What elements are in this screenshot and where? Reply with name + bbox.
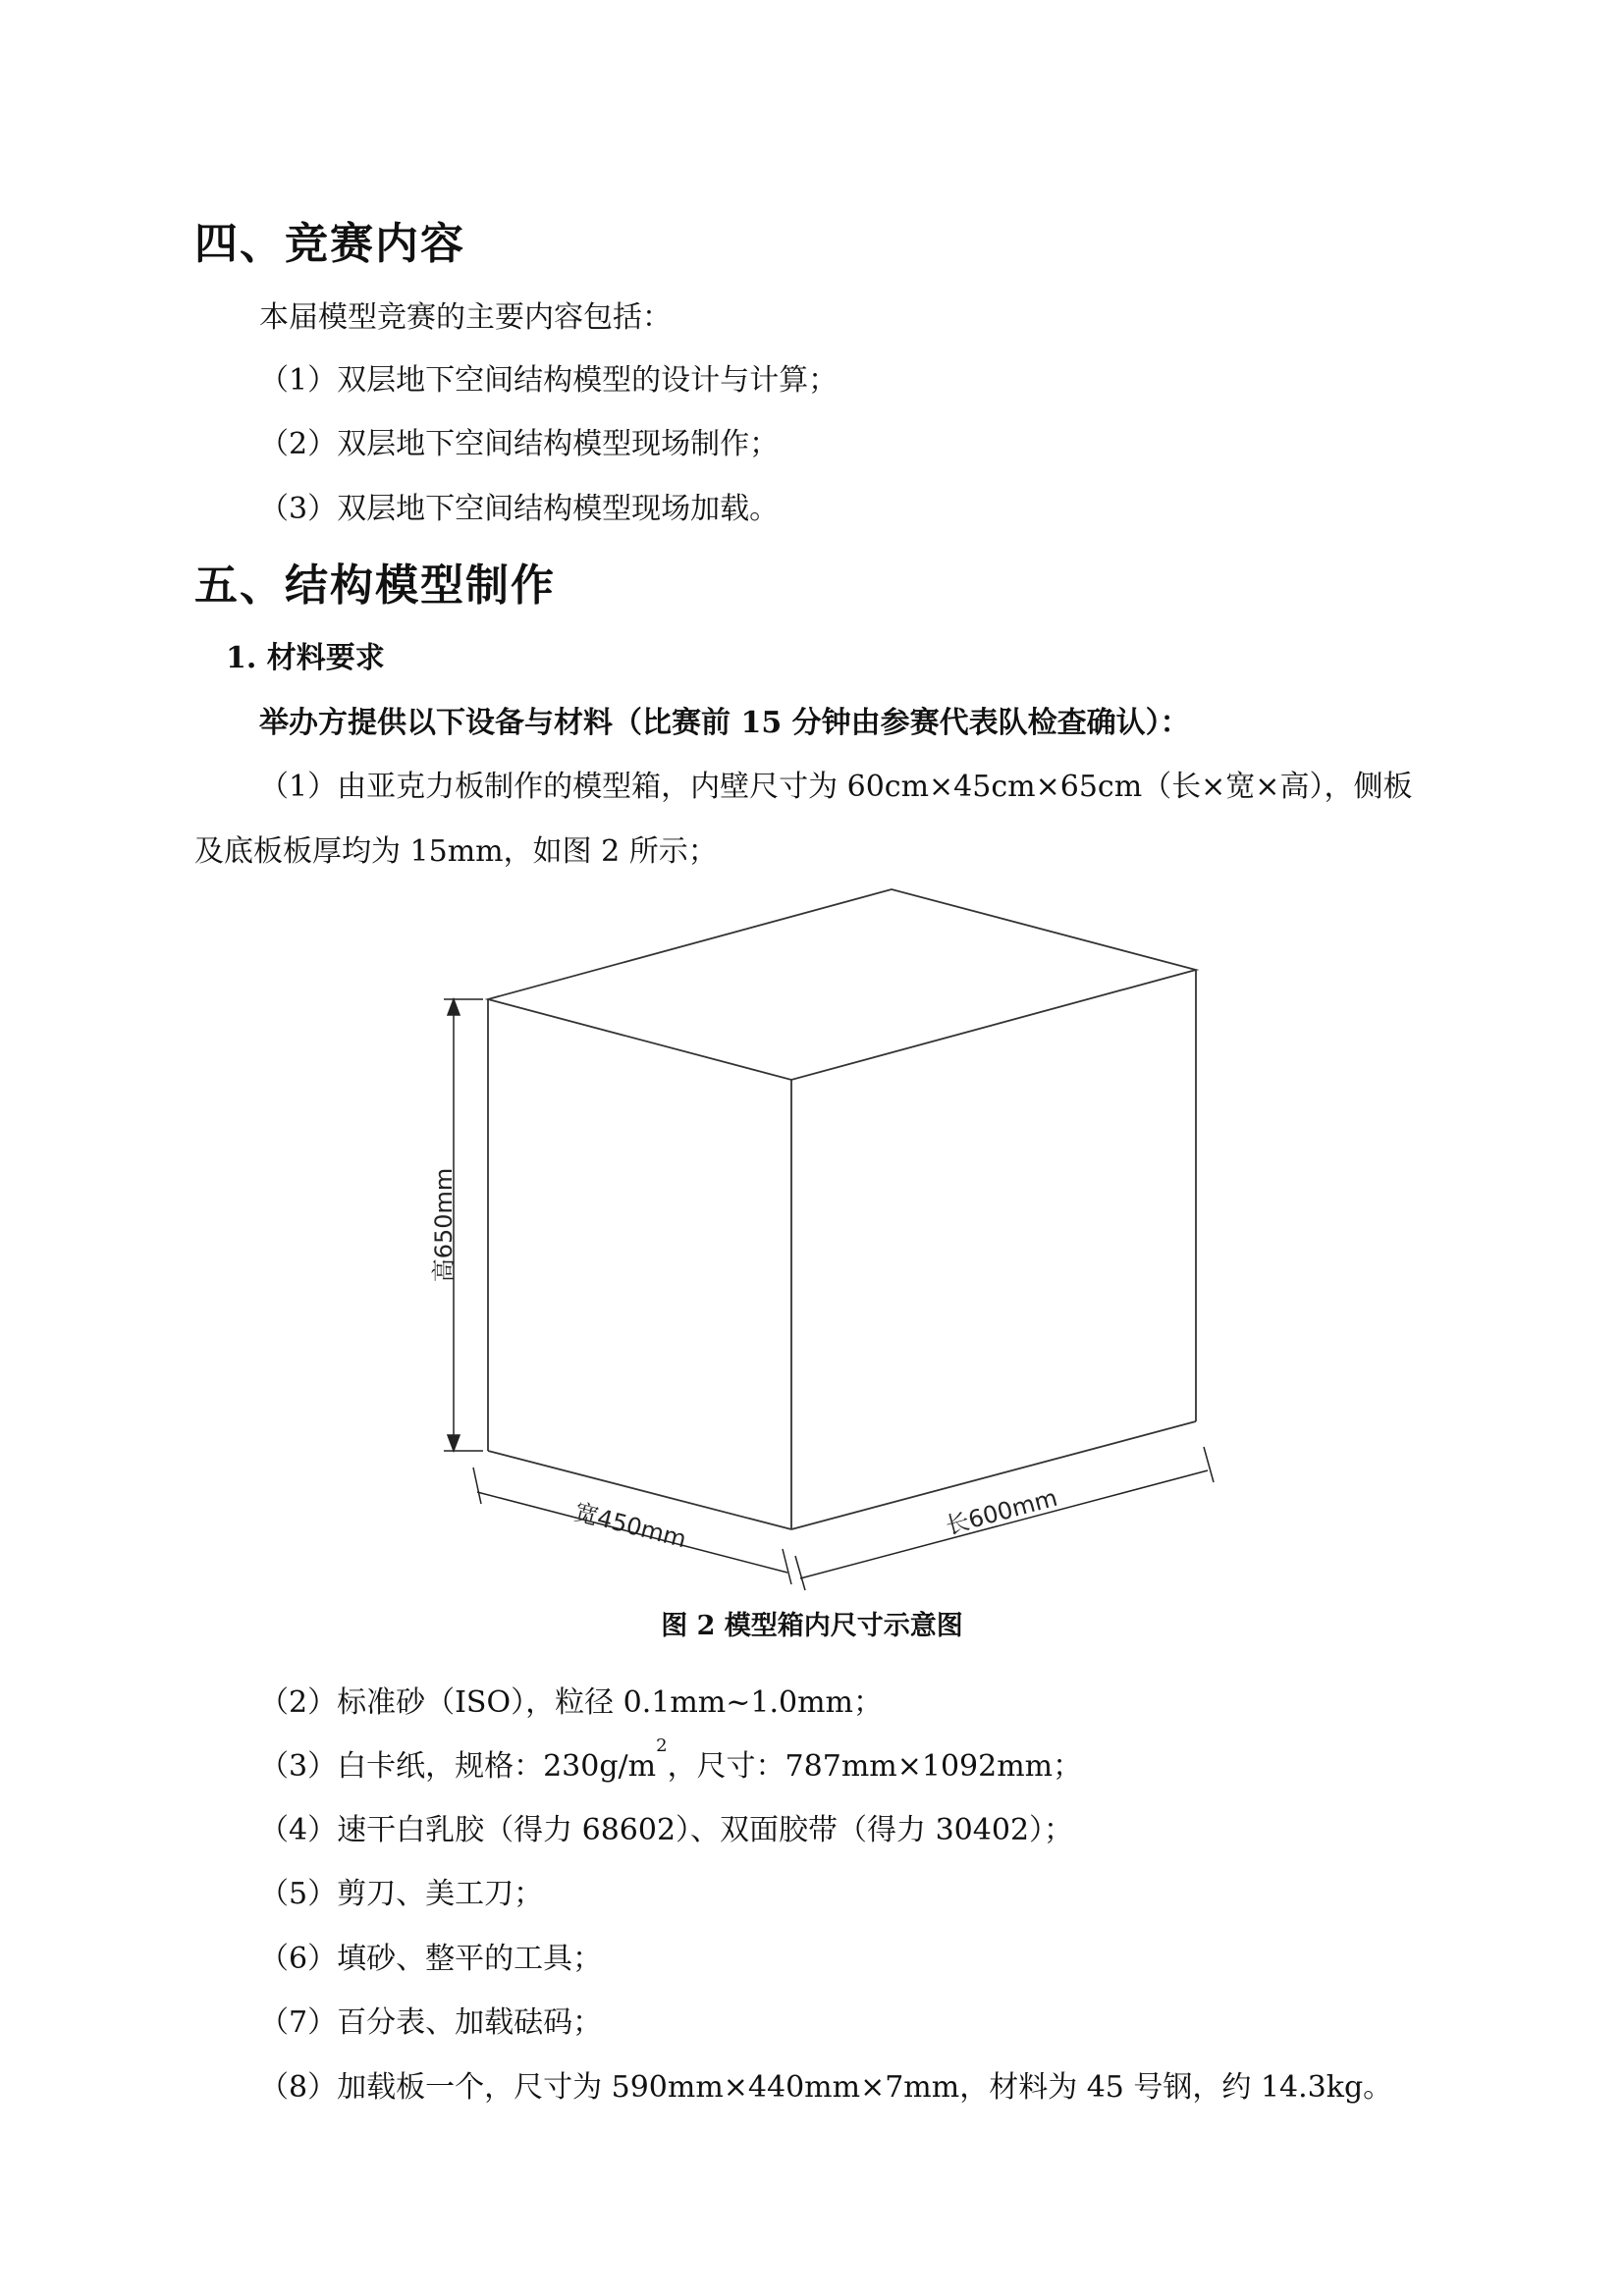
- height-label: 高650mm: [430, 1167, 458, 1283]
- material-item-1-line-2: 及底板板厚均为 15mm，如图 2 所示；: [194, 834, 718, 869]
- material-item-5: （5）剪刀、美工刀；: [259, 1877, 544, 1911]
- materials-intro: 举办方提供以下设备与材料（比赛前 15 分钟由参赛代表队检查确认）：: [259, 706, 1190, 740]
- material-item-8: （8）加载板一个，尺寸为 590mm×440mm×7mm，材料为 45 号钢，约 14.3kg。: [259, 2070, 1393, 2105]
- material-item-3: [259, 1735, 1083, 1785]
- section-5-heading: 五、结构模型制作: [194, 561, 556, 611]
- subsection-materials-heading: 1. 材料要求: [226, 641, 385, 675]
- width-label: 宽450mm: [571, 1498, 689, 1554]
- section-4-intro: 本届模型竞赛的主要内容包括：: [259, 300, 672, 335]
- section-4-item-3: （3）双层地下空间结构模型现场加载。: [259, 492, 780, 526]
- section-4-heading: 四、竞赛内容: [194, 219, 465, 269]
- material-item-3-text: （3）白卡纸，规格：230g/m: [259, 1749, 657, 1784]
- material-item-3-rest: ，尺寸：787mm×1092mm；: [667, 1749, 1083, 1784]
- material-item-2: （2）标准砂（ISO），粒径 0.1mm~1.0mm；: [259, 1685, 883, 1720]
- material-item-7: （7）百分表、加载砝码；: [259, 2005, 603, 2040]
- material-item-3-superscript: 2: [656, 1735, 668, 1756]
- material-item-4: （4）速干白乳胶（得力 68602）、双面胶带（得力 30402）；: [259, 1813, 1074, 1847]
- length-label: 长600mm: [943, 1483, 1060, 1540]
- material-item-6: （6）填砂、整平的工具；: [259, 1942, 603, 1976]
- box-outline: [488, 889, 1196, 1529]
- section-4-item-1: （1）双层地下空间结构模型的设计与计算；: [259, 363, 839, 398]
- section-4-item-2: （2）双层地下空间结构模型现场制作；: [259, 427, 780, 461]
- material-item-1-line-1: （1）由亚克力板制作的模型箱，内壁尺寸为 60cm×45cm×65cm（长×宽×高），侧板: [259, 770, 1413, 804]
- figure-2-caption: 图 2 模型箱内尺寸示意图: [661, 1611, 963, 1641]
